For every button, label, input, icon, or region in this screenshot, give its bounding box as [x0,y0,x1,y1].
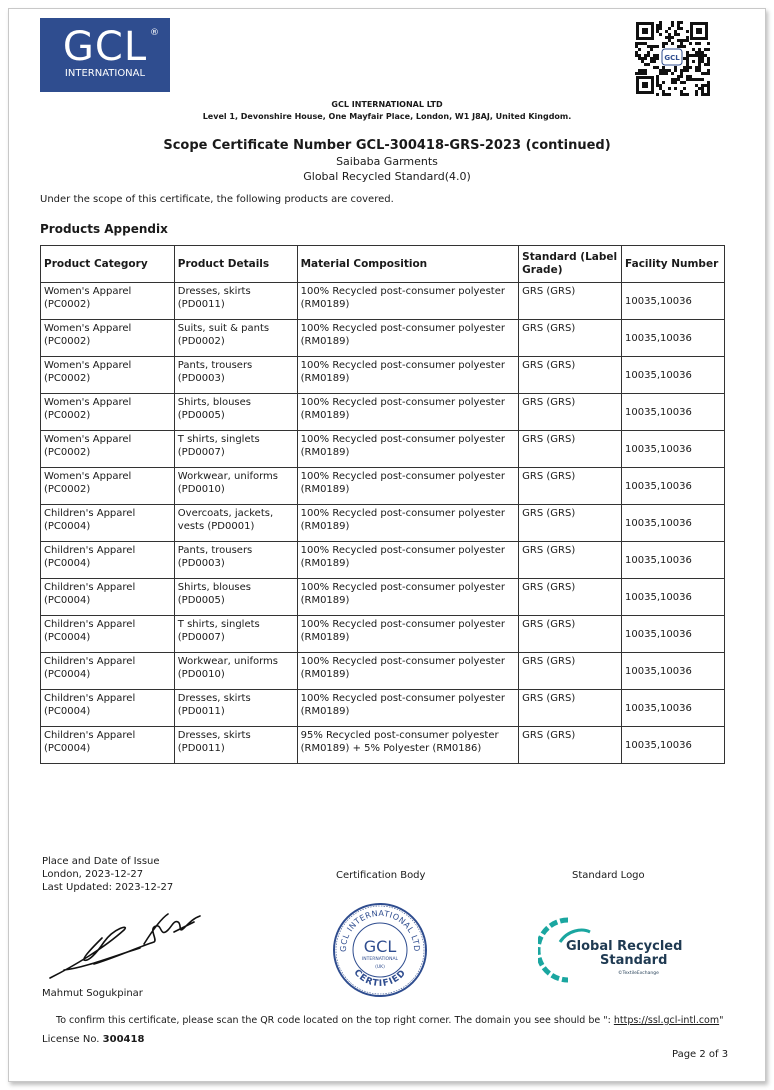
cell-material-composition: 100% Recycled post-consumer polyester (RM0189) [297,505,519,542]
seal-center-subtext: INTERNATIONAL [361,957,399,962]
cell-standard: GRS (GRS) [519,468,622,505]
cell-material-composition: 100% Recycled post-consumer polyester (RM0189) [297,394,519,431]
products-appendix-heading: Products Appendix [40,222,168,236]
table-row [41,505,725,542]
cell-standard: GRS (GRS) [519,727,622,764]
gcl-international-logo [40,18,170,92]
cell-facility-number: 10035,10036 [622,653,725,690]
cell-facility-number: 10035,10036 [622,320,725,357]
grs-logo-line1: Global Recycled [566,939,683,954]
cell-standard: GRS (GRS) [519,579,622,616]
qr-code[interactable] [634,20,710,96]
seal-bottom-text: CERTIFIED [351,967,409,990]
place-date-label: Place and Date of Issue [42,856,160,867]
table-row [41,579,725,616]
cell-material-composition: 95% Recycled post-consumer polyester (RM0189) + 5% Polyester (RM0186) [297,727,519,764]
products-table-body [41,283,725,764]
cell-material-composition: 100% Recycled post-consumer polyester (RM0189) [297,616,519,653]
license-number: 300418 [102,1034,145,1045]
page-number: Page 2 of 3 [672,1049,729,1060]
cell-product-category: Women's Apparel (PC0002) [41,357,175,394]
cell-material-composition: 100% Recycled post-consumer polyester (RM0189) [297,542,519,579]
cell-facility-number: 10035,10036 [622,616,725,653]
cell-standard: GRS (GRS) [519,283,622,320]
cell-product-category: Children's Apparel (PC0004) [41,542,175,579]
qr-center-label: GCL [664,54,680,62]
column-header-standard: Standard (Label Grade) [519,246,622,283]
confirmation-note [56,1015,724,1026]
grs-logo-line2: Standard [600,953,668,968]
column-header-product-category: Product Category [41,246,175,283]
scope-intro: Under the scope of this certificate, the following products are covered. [40,194,394,205]
cell-product-details: Overcoats, jackets, vests (PD0001) [174,505,297,542]
cell-product-category: Women's Apparel (PC0002) [41,468,175,505]
cell-facility-number: 10035,10036 [622,357,725,394]
cell-material-composition: 100% Recycled post-consumer polyester (RM0189) [297,653,519,690]
cell-facility-number: 10035,10036 [622,431,725,468]
cell-standard: GRS (GRS) [519,653,622,690]
cell-material-composition: 100% Recycled post-consumer polyester (RM0189) [297,320,519,357]
certificate-title: Scope Certificate Number GCL-300418-GRS-2023 (continued) [163,138,611,153]
cell-product-category: Women's Apparel (PC0002) [41,431,175,468]
cell-product-details: T shirts, singlets (PD0007) [174,616,297,653]
license-info [42,1034,144,1045]
cell-product-category: Women's Apparel (PC0002) [41,283,175,320]
license-label: License No. [42,1034,100,1045]
cell-standard: GRS (GRS) [519,320,622,357]
cell-product-category: Children's Apparel (PC0004) [41,616,175,653]
cell-product-category: Women's Apparel (PC0002) [41,394,175,431]
cell-product-details: Dresses, skirts (PD0011) [174,727,297,764]
table-row [41,616,725,653]
cell-product-details: Workwear, uniforms (PD0010) [174,468,297,505]
table-row [41,727,725,764]
table-header-row [41,246,725,283]
cell-product-category: Children's Apparel (PC0004) [41,653,175,690]
grs-logo-sub: ©TextileExchange [618,971,659,976]
cell-facility-number: 10035,10036 [622,394,725,431]
cell-product-details: Workwear, uniforms (PD0010) [174,653,297,690]
place-date-value: London, 2023-12-27 [42,869,144,880]
products-table [40,245,725,764]
logo-subtext: INTERNATIONAL [64,68,146,79]
table-row [41,690,725,727]
cell-product-category: Children's Apparel (PC0004) [41,505,175,542]
cell-material-composition: 100% Recycled post-consumer polyester (RM0189) [297,431,519,468]
confirmation-text: To confirm this certificate, please scan the QR code located on the top right corner. The domain you see should be ": [56,1015,611,1026]
table-row [41,468,725,505]
cell-standard: GRS (GRS) [519,542,622,579]
standard-logo-label: Standard Logo [572,870,645,881]
seal-ring-text: GCL INTERNATIONAL LTD [338,908,422,953]
cell-product-details: Pants, trousers (PD0003) [174,542,297,579]
verification-link[interactable]: https://ssl.gcl-intl.com [613,1015,720,1026]
table-row [41,357,725,394]
cell-product-details: Suits, suit & pants (PD0002) [174,320,297,357]
cell-material-composition: 100% Recycled post-consumer polyester (RM0189) [297,283,519,320]
column-header-facility-number: Facility Number [622,246,725,283]
cell-standard: GRS (GRS) [519,394,622,431]
global-recycled-standard-logo [538,912,688,988]
table-row [41,653,725,690]
logo-registered-mark: ® [150,28,159,38]
cell-material-composition: 100% Recycled post-consumer polyester (RM0189) [297,579,519,616]
logo-text: GCL [62,24,148,70]
table-row [41,283,725,320]
cell-material-composition: 100% Recycled post-consumer polyester (RM0189) [297,357,519,394]
cell-product-details: Shirts, blouses (PD0005) [174,394,297,431]
cell-product-category: Children's Apparel (PC0004) [41,579,175,616]
cell-facility-number: 10035,10036 [622,542,725,579]
cell-product-category: Children's Apparel (PC0004) [41,727,175,764]
cell-standard: GRS (GRS) [519,357,622,394]
cell-standard: GRS (GRS) [519,431,622,468]
table-row [41,542,725,579]
cell-facility-number: 10035,10036 [622,468,725,505]
cell-material-composition: 100% Recycled post-consumer polyester (RM0189) [297,468,519,505]
column-header-material-composition: Material Composition [297,246,519,283]
signature-image [44,908,204,984]
cell-product-details: Dresses, skirts (PD0011) [174,283,297,320]
certificate-standard: Global Recycled Standard(4.0) [303,170,471,183]
cell-product-details: Dresses, skirts (PD0011) [174,690,297,727]
cell-standard: GRS (GRS) [519,690,622,727]
cell-material-composition: 100% Recycled post-consumer polyester (RM0189) [297,690,519,727]
issuer-address: Level 1, Devonshire House, One Mayfair Place, London, W1 J8AJ, United Kingdom. [202,112,572,121]
seal-center-text: GCL [363,937,397,956]
table-row [41,431,725,468]
column-header-product-details: Product Details [174,246,297,283]
table-row [41,320,725,357]
cell-facility-number: 10035,10036 [622,505,725,542]
certification-body-label: Certification Body [336,870,426,881]
issuer-name: GCL INTERNATIONAL LTD [331,100,443,109]
cell-standard: GRS (GRS) [519,505,622,542]
gcl-certified-seal [332,902,428,998]
cell-product-details: Shirts, blouses (PD0005) [174,579,297,616]
cell-product-category: Children's Apparel (PC0004) [41,690,175,727]
cell-facility-number: 10035,10036 [622,690,725,727]
cell-standard: GRS (GRS) [519,616,622,653]
cell-facility-number: 10035,10036 [622,579,725,616]
table-row [41,394,725,431]
cell-product-category: Women's Apparel (PC0002) [41,320,175,357]
confirmation-end: " [719,1015,724,1026]
cell-facility-number: 10035,10036 [622,283,725,320]
last-updated: Last Updated: 2023-12-27 [42,882,174,893]
cell-product-details: T shirts, singlets (PD0007) [174,431,297,468]
signer-name: Mahmut Sogukpinar [42,988,143,999]
cell-facility-number: 10035,10036 [622,727,725,764]
cell-product-details: Pants, trousers (PD0003) [174,357,297,394]
certificate-holder: Saibaba Garments [336,155,438,168]
seal-uk-text: (UK) [375,965,385,970]
